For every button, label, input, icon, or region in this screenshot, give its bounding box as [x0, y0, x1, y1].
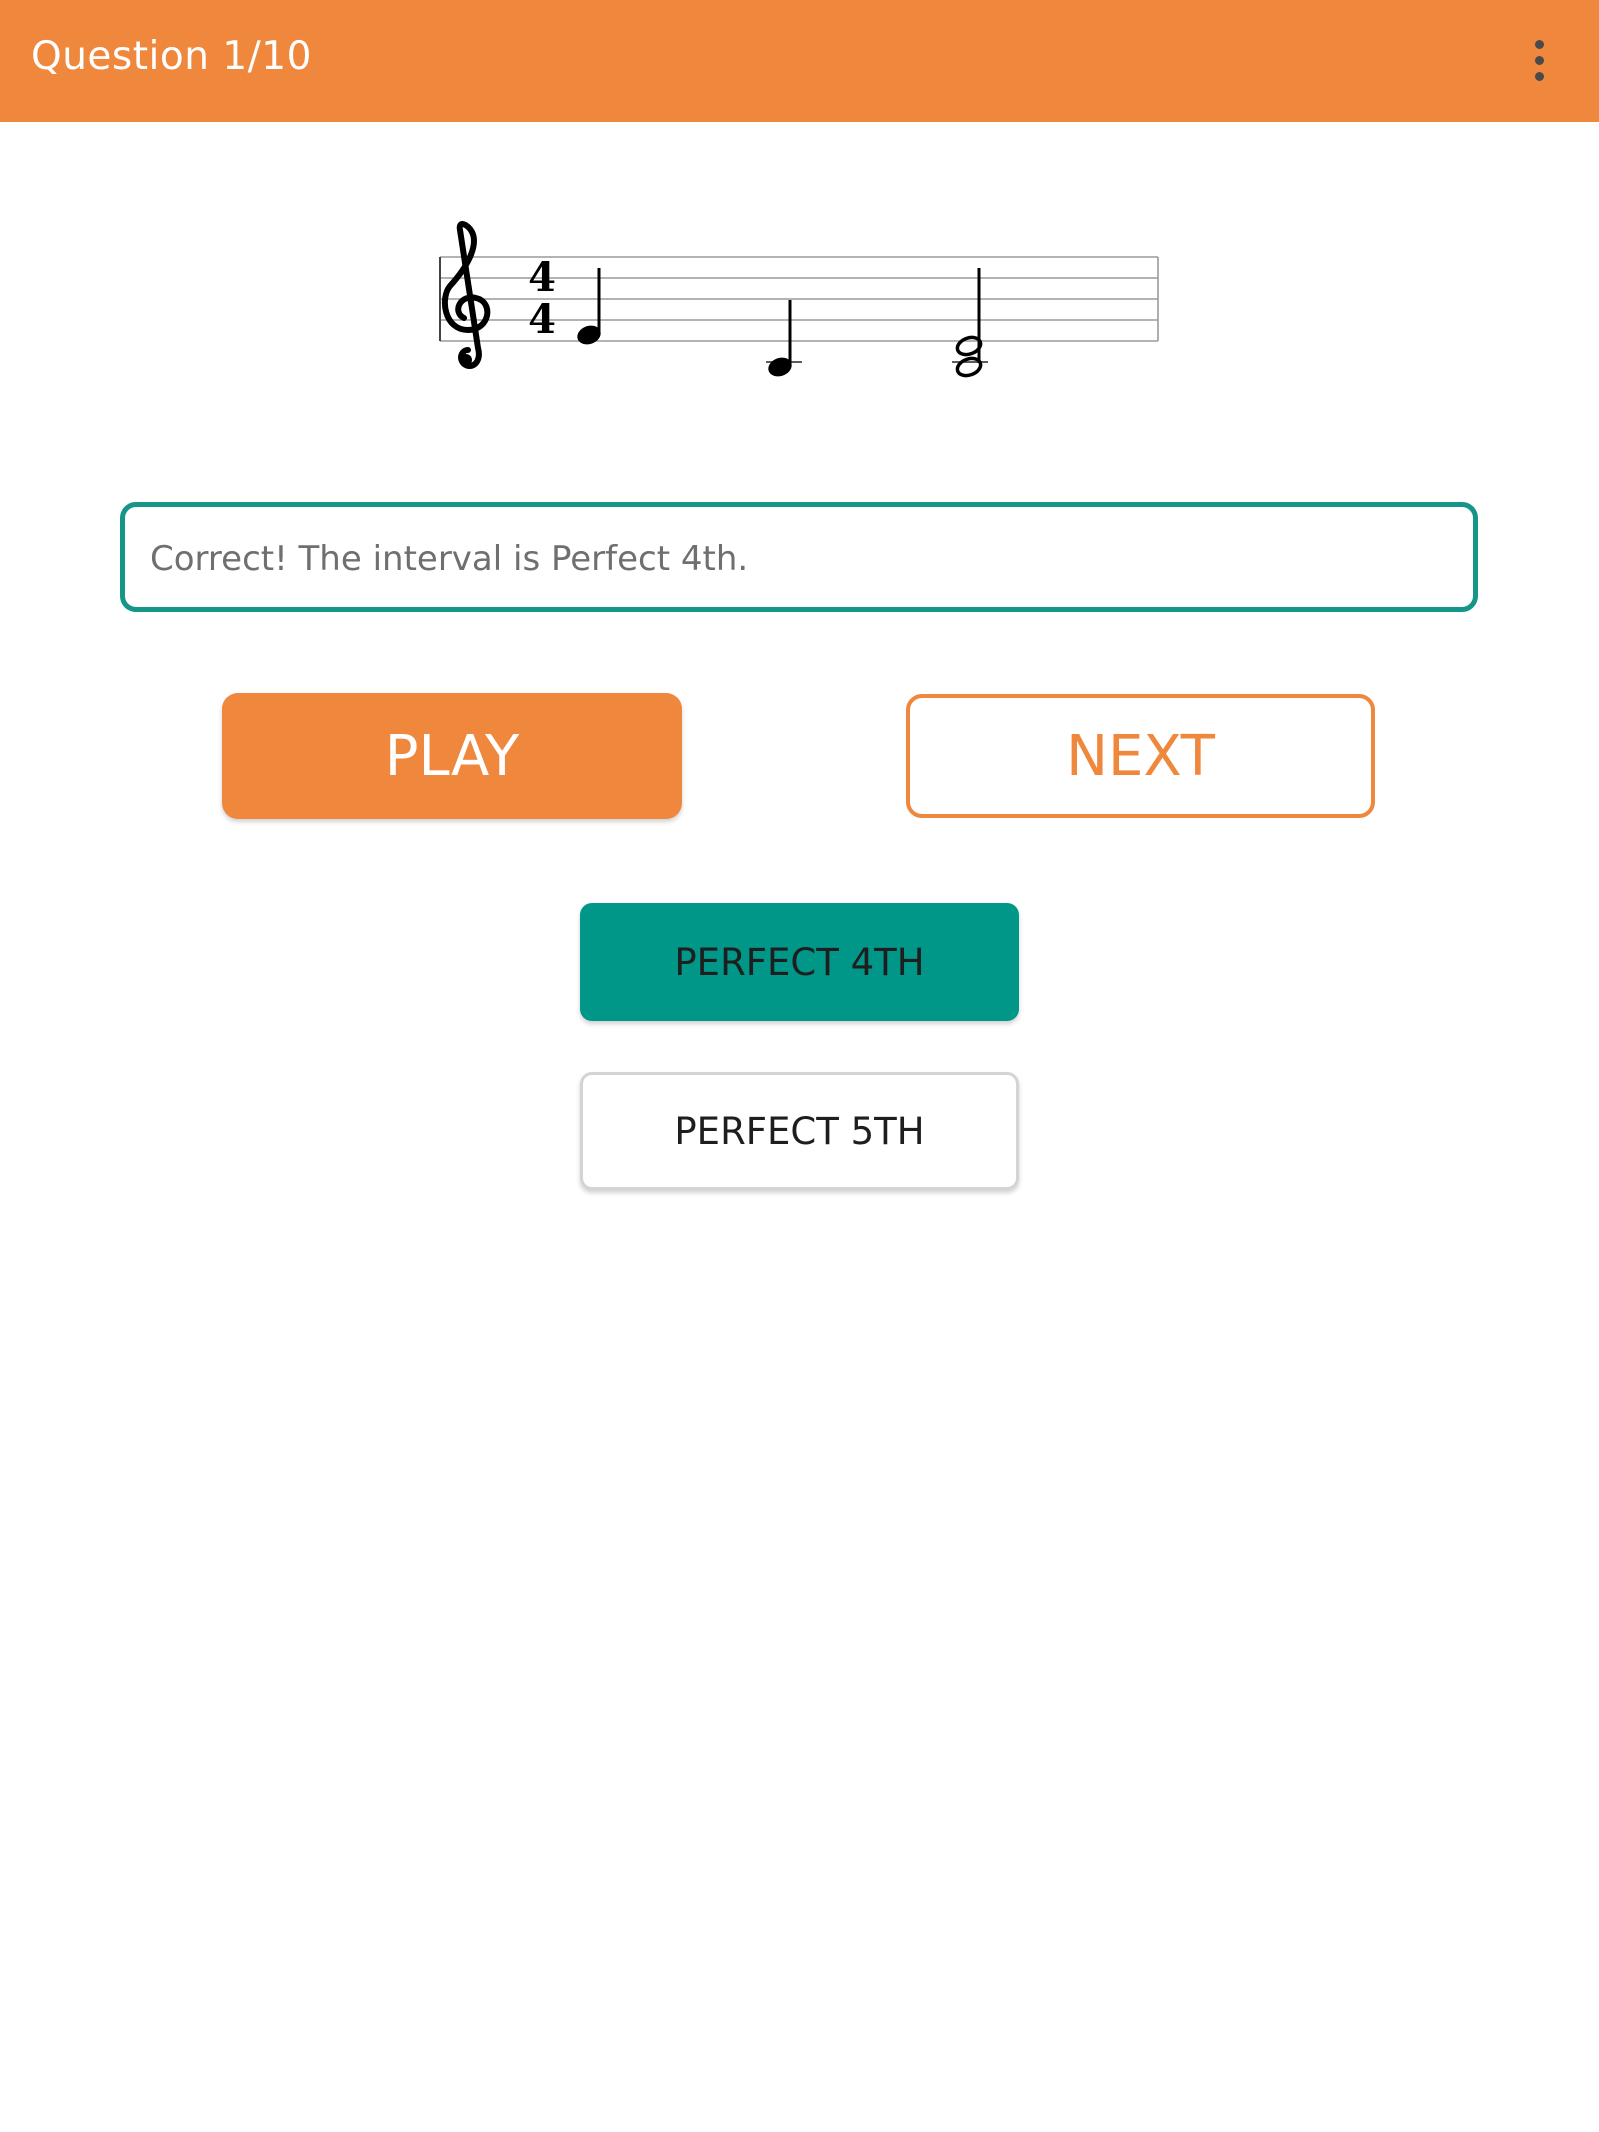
- answer-label: PERFECT 4TH: [674, 940, 925, 984]
- play-button[interactable]: [222, 693, 682, 819]
- feedback-text: Correct! The interval is Perfect 4th.: [150, 539, 749, 579]
- more-vert-icon[interactable]: [1514, 32, 1564, 88]
- feedback-field: [120, 502, 1478, 612]
- app-bar: [0, 0, 1599, 122]
- page-title: Question 1/10: [31, 34, 312, 79]
- answer-label: PERFECT 5TH: [674, 1109, 925, 1153]
- answer-button-perfect-4th[interactable]: [580, 903, 1019, 1021]
- next-button-label: NEXT: [1066, 723, 1215, 789]
- answer-button-perfect-5th[interactable]: [580, 1072, 1019, 1190]
- treble-clef-icon: [445, 224, 487, 366]
- time-signature-bottom: 4: [528, 296, 556, 343]
- play-button-label: PLAY: [384, 723, 520, 789]
- next-button[interactable]: [906, 694, 1375, 818]
- time-signature-top: 4: [528, 254, 556, 301]
- note-quarter-c4: [766, 300, 802, 380]
- note-quarter-g4: [575, 268, 604, 348]
- note-half-chord: [952, 268, 988, 379]
- music-staff: [420, 220, 1170, 395]
